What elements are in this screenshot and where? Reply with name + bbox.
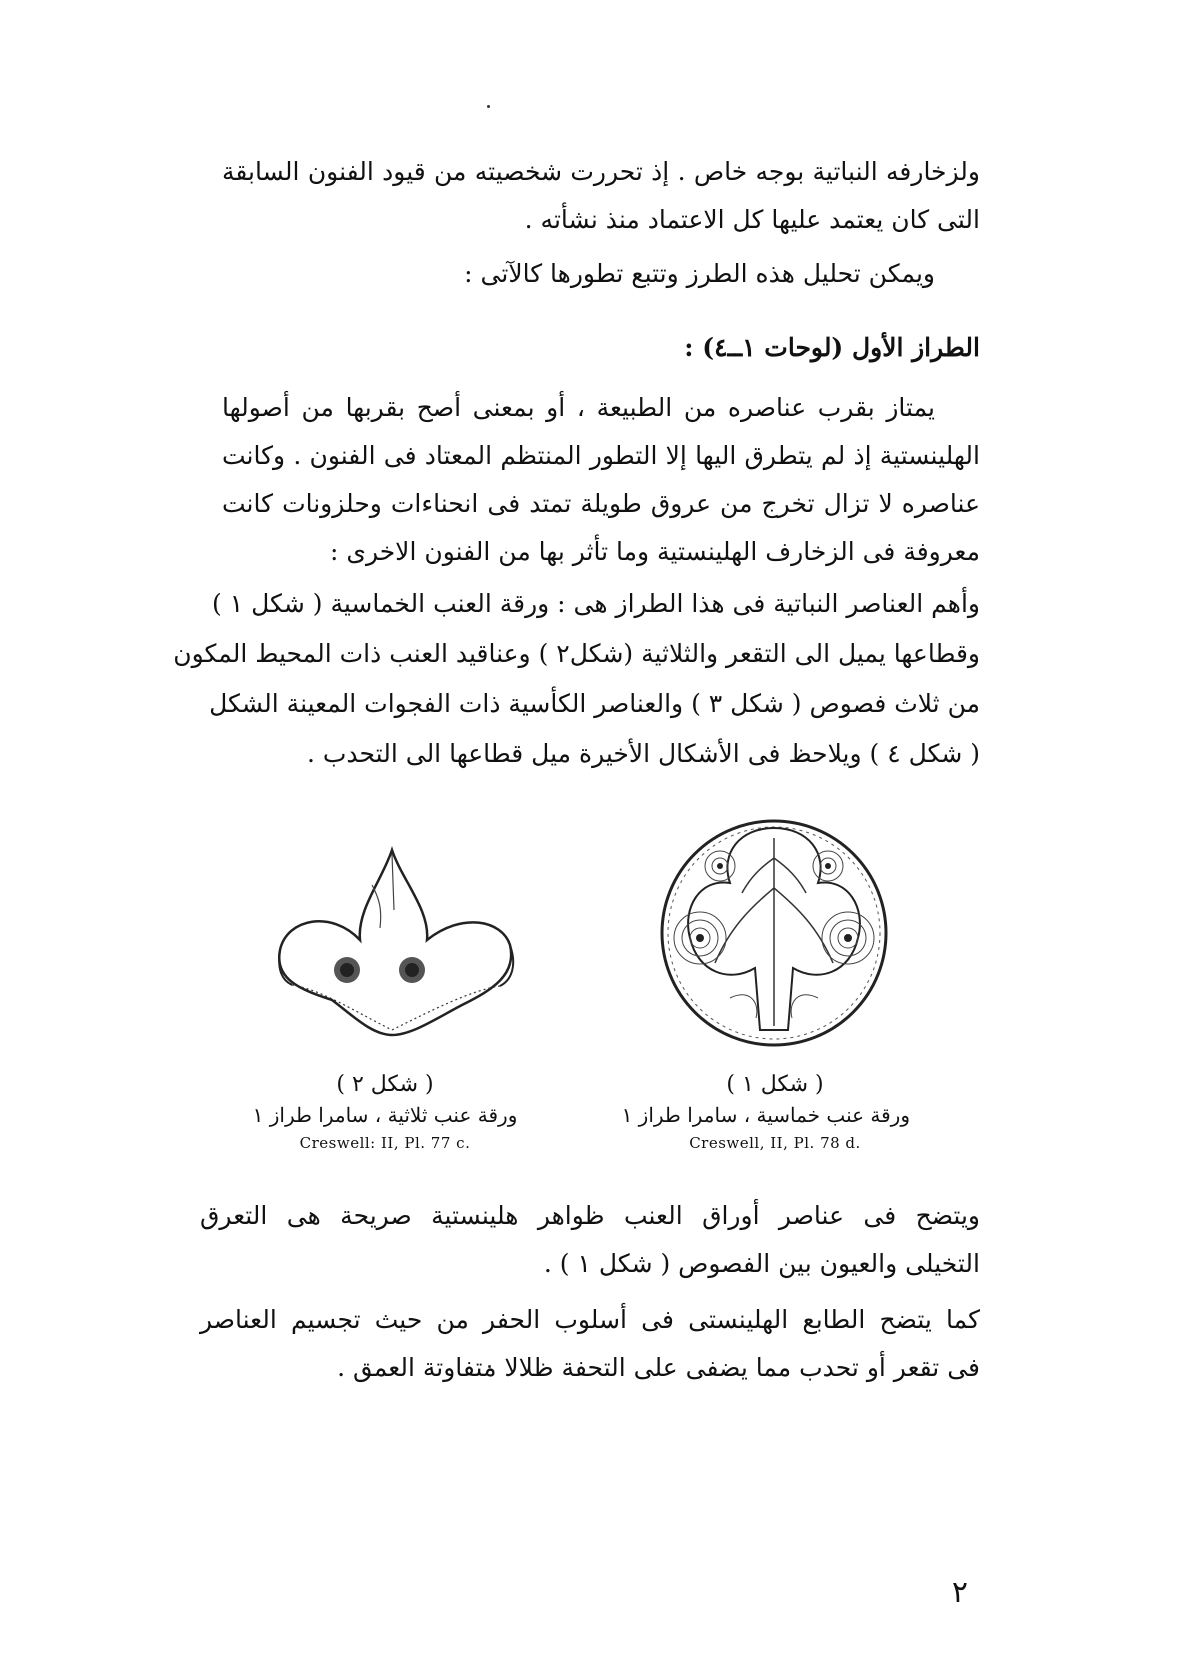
scan-speck: [487, 105, 490, 108]
text-line: الهلينستية إذ لم يتطرق اليها إلا التطور المنتظم المعتاد فى الفنون . وكانت: [222, 441, 980, 470]
text-line: ( شكل ٤ ) ويلاحظ فى الأشكال الأخيرة ميل قطاعها الى التحدب .: [306, 739, 980, 768]
section-heading: الطراز الأول (لوحات ١ــ٤) :: [684, 333, 980, 362]
text-line: يمتاز بقرب عناصره من الطبيعة ، أو بمعنى أصح بقربها من أصولها: [222, 393, 935, 422]
text-line: من ثلاث فصوص ( شكل ٣ ) والعناصر الكأسية ذات الفجوات المعينة الشكل: [209, 689, 980, 718]
figure-2-description: ورقة عنب ثلاثية ، سامرا طراز ١: [252, 1103, 518, 1127]
figure-1-vine-leaf-image: [660, 798, 892, 1068]
figure-1-description: ورقة عنب خماسية ، سامرا طراز ١: [621, 1103, 910, 1127]
page-number: ٢: [951, 1575, 968, 1610]
text-line: ويتضح فى عناصر أوراق العنب ظواهر هلينستية صريحة هى التعرق: [200, 1201, 980, 1230]
text-line: عناصره لا تزال تخرج من عروق طويلة تمتد فى انحناءات وحلزونات كانت: [222, 489, 980, 518]
text-line: كما يتضح الطابع الهلينستى فى أسلوب الحفر من حيث تجسيم العناصر: [200, 1305, 980, 1334]
figure-2-source: Creswell: II, Pl. 77 c.: [299, 1134, 471, 1152]
text-line: ولزخارفه النباتية بوجه خاص . إذ تحررت شخصيته من قيود الفنون السابقة: [222, 157, 980, 186]
text-line: وأهم العناصر النباتية فى هذا الطراز هى : ورقة العنب الخماسية ( شكل ١ ): [212, 589, 980, 618]
figure-2-label: ( شكل ٢ ): [336, 1072, 434, 1097]
figure-1-label: ( شكل ١ ): [726, 1072, 824, 1097]
figure-2-vine-leaf-image: [262, 840, 524, 1050]
figure-2-caption: [235, 1070, 535, 1156]
text-line: التخيلى والعيون بين الفصوص ( شكل ١ ) .: [543, 1249, 980, 1278]
text-line: ويمكن تحليل هذه الطرز وتتبع تطورها كالآتى :: [464, 259, 935, 288]
text-line: فى تقعر أو تحدب مما يضفى على التحفة ظلالا متفاوتة العمق .: [337, 1353, 980, 1382]
text-line: وقطاعها يميل الى التقعر والثلاثية (شكل٢ ) وعناقيد العنب ذات المحيط المكون: [173, 639, 980, 668]
figure-1-caption: [621, 1070, 910, 1156]
text-line: معروفة فى الزخارف الهلينستية وما تأثر بها من الفنون الاخرى :: [330, 537, 980, 566]
text-line: التى كان يعتمد عليها كل الاعتماد منذ نشأته .: [524, 205, 980, 234]
figure-1-source: Creswell, II, Pl. 78 d.: [689, 1134, 861, 1152]
